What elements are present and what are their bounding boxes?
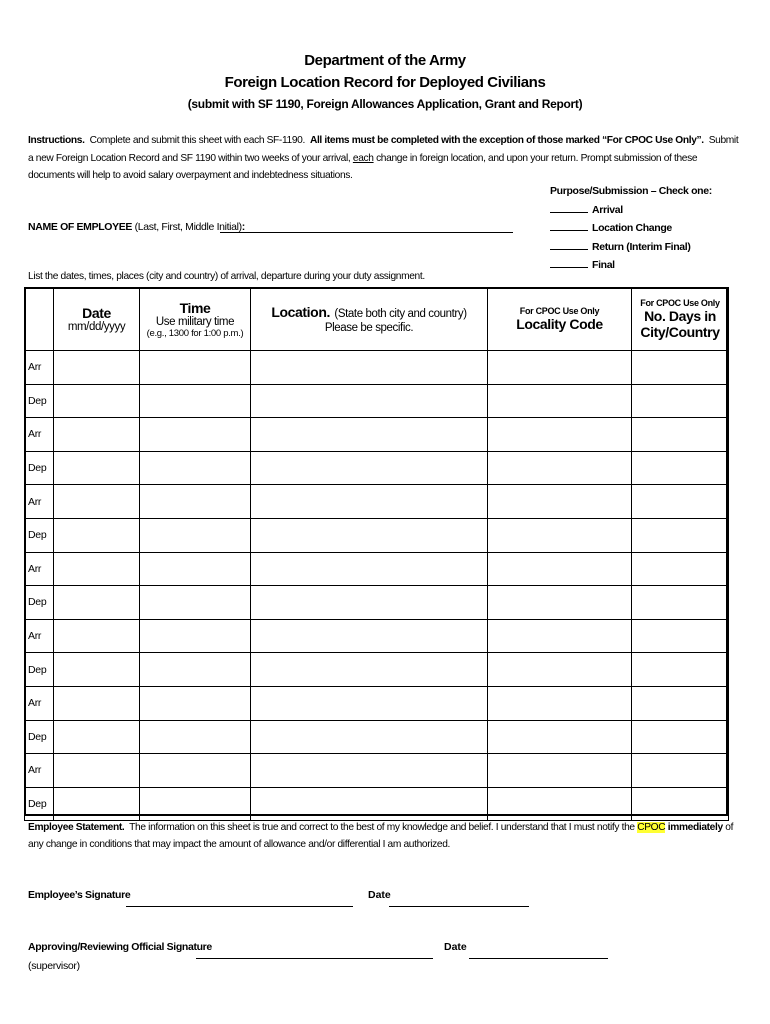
purpose-option-final[interactable]: Final [550, 256, 712, 275]
check-line[interactable] [550, 238, 588, 250]
check-line[interactable] [550, 256, 588, 268]
cpoc-highlight: CPOC [637, 822, 666, 833]
table-header-row [25, 288, 729, 351]
employee-date-label: Date [368, 889, 391, 901]
table-row: Arr [25, 485, 729, 519]
instructions-text-1: Complete and submit this sheet with each SF-1190. [89, 135, 305, 146]
employee-signature-label: Employee’s Signature [28, 889, 131, 901]
employee-statement: Employee Statement. The information on this sheet is true and correct to the best of my knowledge and belief. I understand that I must notify the CPOC immediately of any change in conditions that may impact the amount of allowance and/or differential I am authorized. [28, 822, 734, 850]
official-date-label: Date [444, 941, 467, 953]
table-row: Arr [25, 418, 729, 452]
table-row: Arr [25, 552, 729, 586]
purpose-option-arrival[interactable]: Arrival [550, 201, 712, 220]
table-row: Dep [25, 518, 729, 552]
purpose-checklist [550, 183, 712, 275]
official-signature-field[interactable] [196, 958, 433, 959]
instructions-text-3: change in foreign location, and upon your return. Prompt submission of these documents will help to avoid salary overpayment and indebtedness situations. [28, 152, 698, 181]
instructions-underlined: each [352, 152, 374, 164]
employee-signature-field[interactable] [126, 906, 353, 907]
table-row: Dep [25, 586, 729, 620]
purpose-option-return[interactable]: Return (Interim Final) [550, 238, 712, 257]
table-row: Dep [25, 787, 729, 821]
header-location: Location. (State both city and country) Please be specific. [251, 288, 488, 351]
table-row: Arr [25, 351, 729, 385]
form-title: Foreign Location Record for Deployed Civilians [224, 74, 546, 91]
table-row: Arr [25, 686, 729, 720]
table-row: Arr [25, 619, 729, 653]
header-time: Time Use military time (e.g., 1300 for 1:00 p.m.) [140, 288, 251, 351]
location-table [24, 287, 729, 821]
check-line[interactable] [550, 219, 588, 231]
header-date: Date mm/dd/yyyy [54, 288, 140, 351]
table-row: Dep [25, 384, 729, 418]
header-locality-code: For CPOC Use Only Locality Code [488, 288, 632, 351]
list-instructions: List the dates, times, places (city and country) of arrival, departure during your duty assignment. [28, 271, 425, 282]
form-title-department: Department of the Army [304, 52, 466, 69]
supervisor-note: (supervisor) [28, 960, 80, 972]
check-line[interactable] [550, 201, 588, 213]
official-date-field[interactable] [469, 958, 608, 959]
employee-date-field[interactable] [389, 906, 529, 907]
official-signature-label: Approving/Reviewing Official Signature [28, 941, 212, 953]
instructions-text-2: Submit a new Foreign Location Record and SF 1190 within two weeks of your arrival, [28, 135, 739, 164]
purpose-title: Purpose/Submission – Check one: [550, 185, 712, 197]
form-subtitle: (submit with SF 1190, Foreign Allowances Application, Grant and Report) [187, 97, 583, 111]
instructions-label: Instructions. [28, 135, 85, 146]
instructions-bold: All items must be completed with the exception of those marked “For CPOC Use Only”. [309, 135, 704, 146]
header-empty [25, 288, 54, 351]
table-row: Arr [25, 754, 729, 788]
header-days: For CPOC Use Only No. Days in City/Country [632, 288, 729, 351]
employee-name-label: NAME OF EMPLOYEE (Last, First, Middle Initial): [28, 221, 245, 233]
employee-name-field[interactable] [220, 232, 513, 233]
purpose-option-location-change[interactable]: Location Change [550, 219, 712, 238]
instructions [28, 132, 744, 185]
table-row: Dep [25, 653, 729, 687]
table-row: Dep [25, 451, 729, 485]
table-row: Dep [25, 720, 729, 754]
